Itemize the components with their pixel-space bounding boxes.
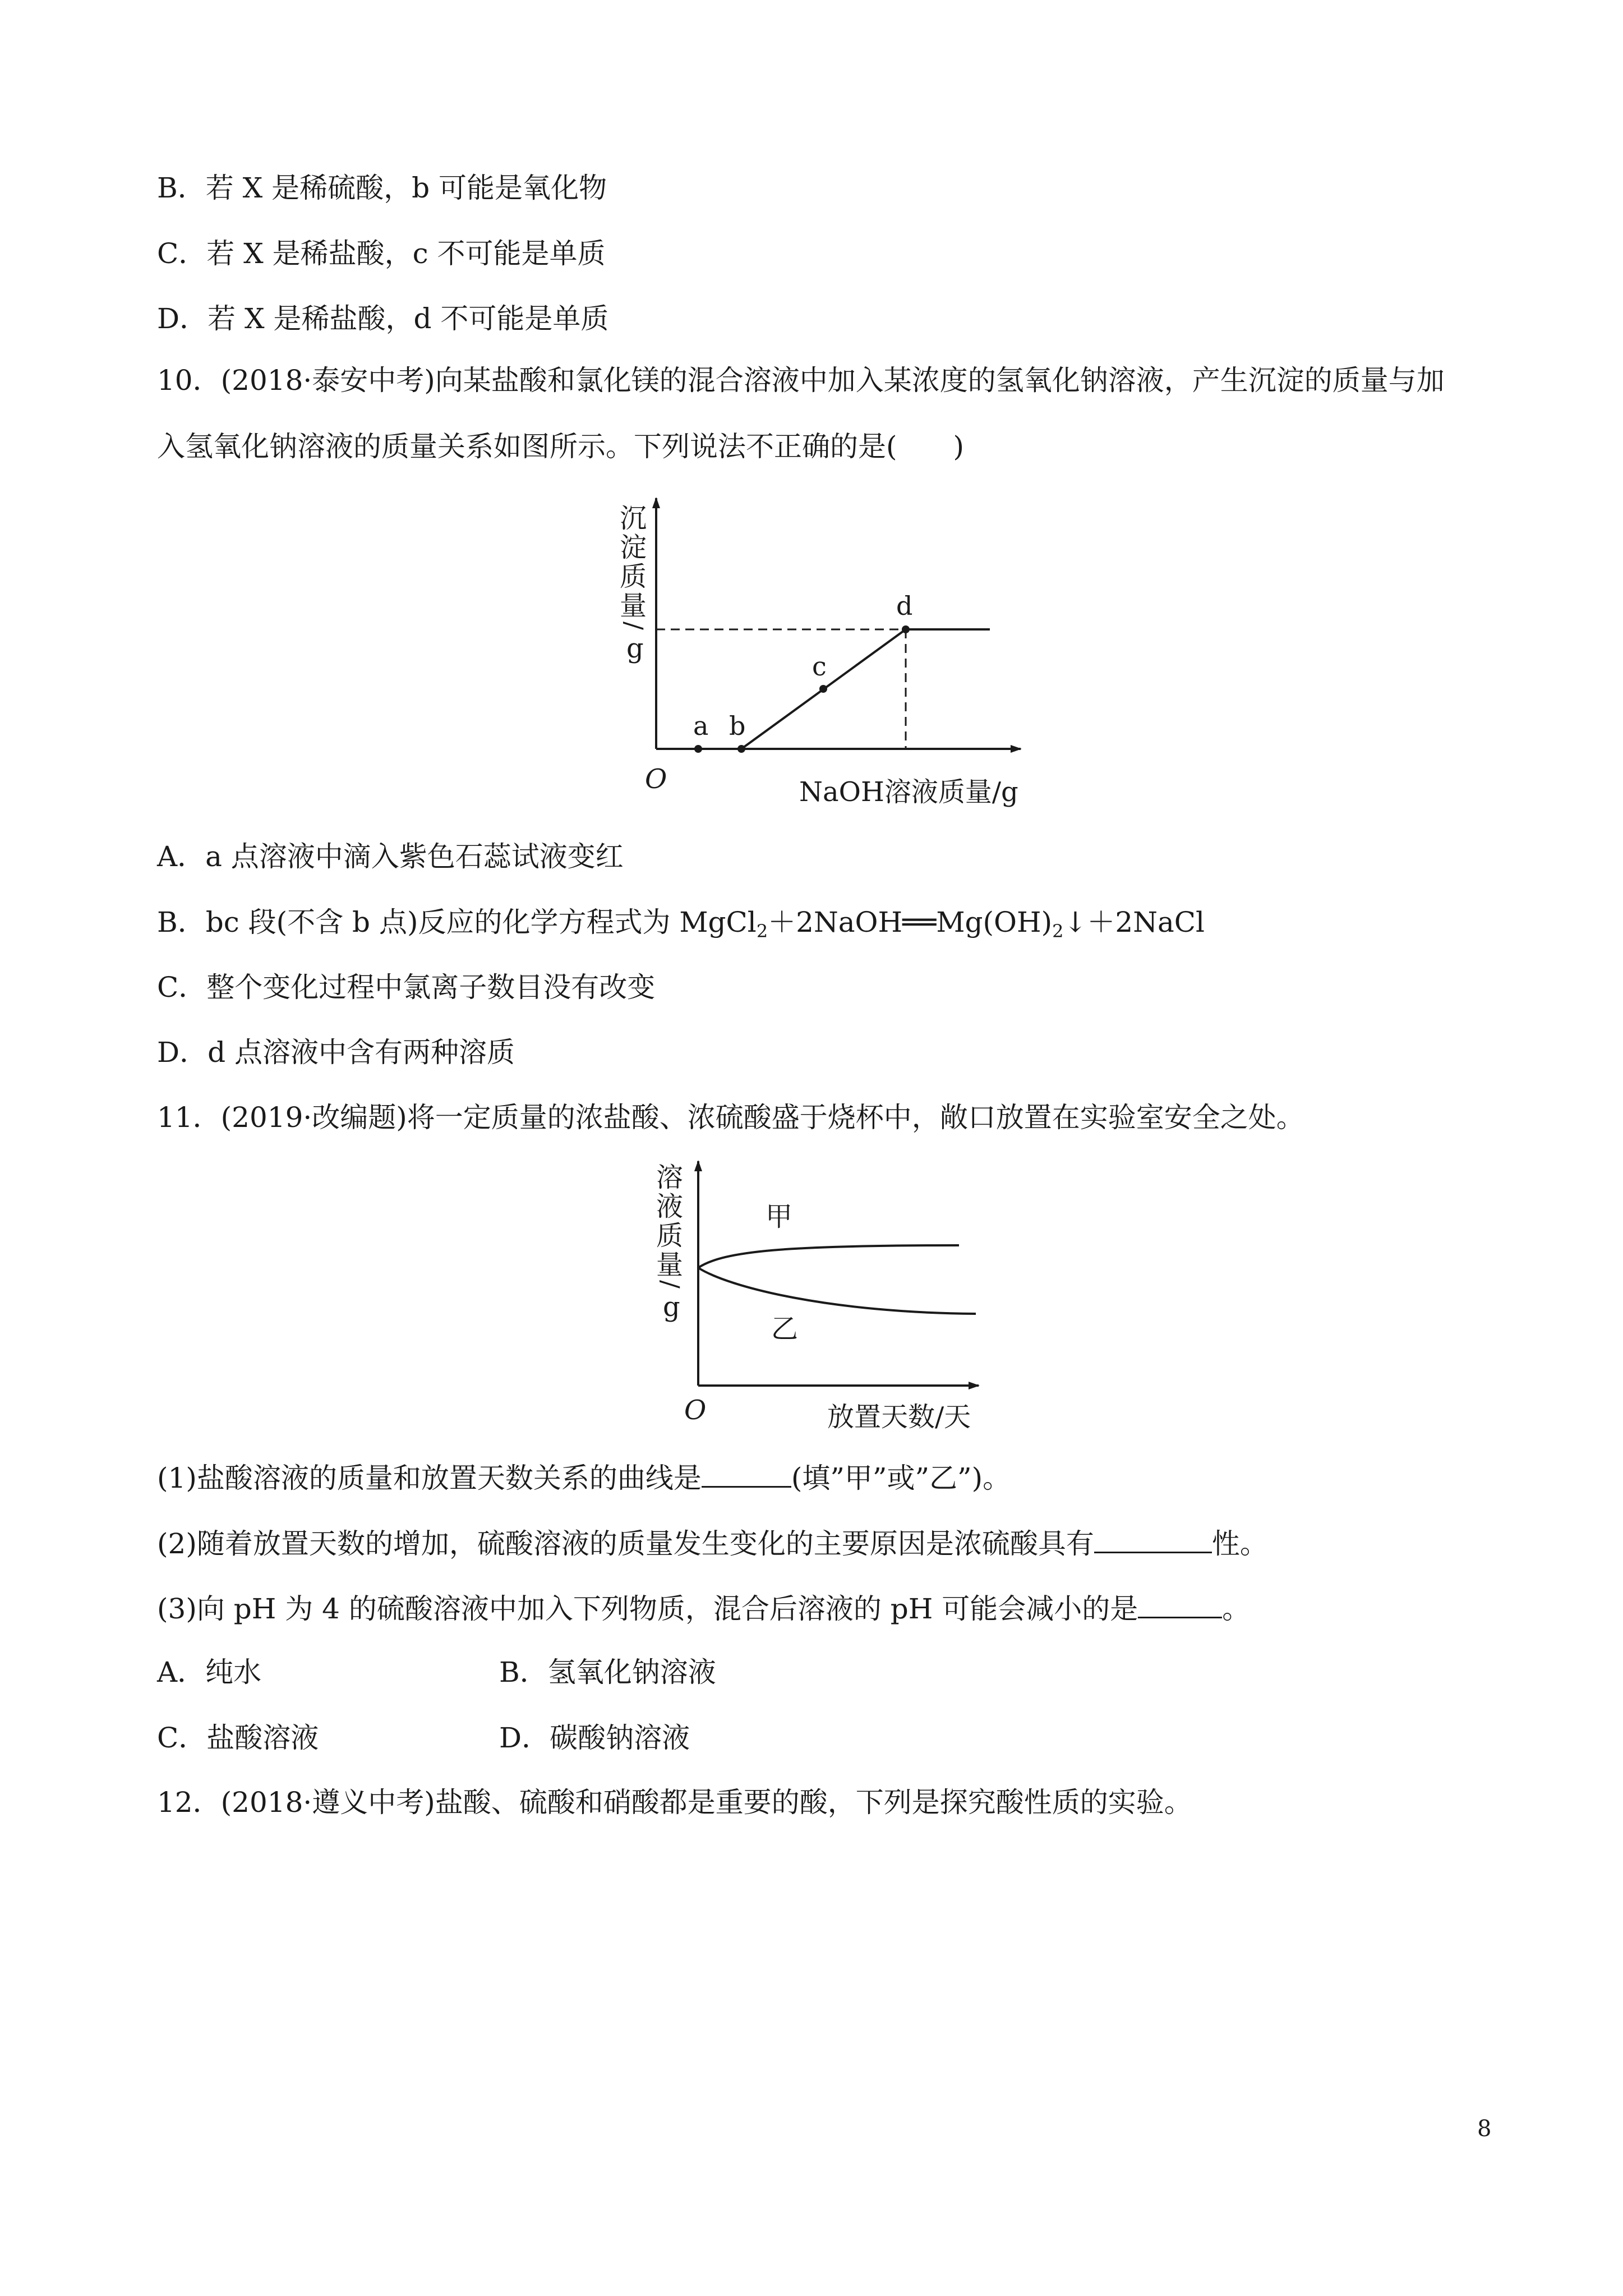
q11-option-d: D．碳酸钠溶液 (499, 1722, 690, 1754)
q11-figure (645, 1156, 1004, 1436)
q10-label-a: a (693, 711, 709, 741)
q10-ylabel-6: g (626, 633, 644, 664)
q9-option-d: D．若 X 是稀盐酸，d 不可能是单质 (157, 302, 609, 335)
q11-sub2 (157, 1526, 1268, 1559)
q10-xlabel: NaOH溶液质量/g (799, 776, 1018, 808)
q10-label-c: c (812, 651, 827, 682)
q10-point-d (902, 625, 910, 633)
q11-curve-lower (698, 1268, 976, 1314)
q11-curve-upper (698, 1245, 959, 1268)
q10-option-b-text1: B．bc 段(不含 b 点)反应的化学方程式为 MgCl (157, 906, 757, 938)
q9-option-b: B．若 X 是稀硫酸，b 可能是氧化物 (157, 172, 607, 204)
q11-ylabel-4: 量 (656, 1249, 684, 1281)
page-number: 8 (1477, 2116, 1492, 2142)
q11-sub1-blank[interactable] (702, 1460, 791, 1488)
q11-label-yi: 乙 (771, 1313, 799, 1345)
q11-ylabel-5: / (656, 1280, 684, 1289)
q12-stem: 12．(2018·遵义中考)盐酸、硫酸和硝酸都是重要的酸，下列是探究酸性质的实验。 (157, 1786, 1192, 1819)
q10-ylabel-1: 沉 (620, 503, 647, 534)
q11-sub1-text: (1)盐酸溶液的质量和放置天数关系的曲线是 (157, 1462, 702, 1494)
q11-sub3 (157, 1591, 1250, 1625)
q10-label-b: b (729, 711, 746, 741)
q11-sub1 (157, 1460, 1011, 1494)
q11-ylabel-3: 质 (656, 1220, 684, 1251)
q11-sub2-blank[interactable] (1094, 1526, 1212, 1553)
q10-label-d: d (896, 591, 913, 621)
q10-figure (594, 488, 1043, 813)
q11-sub3-end: 。 (1222, 1593, 1251, 1625)
q10-ylabel-3: 质 (620, 561, 647, 592)
q10-point-a (694, 745, 702, 753)
q11-option-a: A．纯水 (157, 1656, 262, 1688)
q10-option-b-sub2: 2 (1052, 921, 1064, 942)
q11-stem: 11．(2019·改编题)将一定质量的浓盐酸、浓硫酸盛于烧杯中，敞口放置在实验室安全之处。 (157, 1101, 1304, 1134)
q10-point-b (737, 745, 745, 753)
q11-xlabel: 放置天数/天 (827, 1401, 971, 1433)
q10-ylabel-5: / (619, 622, 648, 630)
q11-sub3-blank[interactable] (1138, 1591, 1222, 1618)
q10-point-c (819, 685, 827, 693)
q11-option-b: B．氢氧化钠溶液 (499, 1656, 716, 1688)
q10-option-b (157, 905, 1205, 942)
q10-option-d: D．d 点溶液中含有两种溶质 (157, 1036, 515, 1069)
q10-origin: O (645, 763, 667, 795)
q11-sub2-end: 性。 (1211, 1527, 1268, 1560)
q10-stem-line2: 入氢氧化钠溶液的质量关系如图所示。下列说法不正确的是( ) (157, 430, 965, 463)
q11-sub1-hint: (填”甲”或”乙”)。 (791, 1462, 1011, 1494)
q10-option-b-sub1: 2 (756, 921, 768, 942)
q10-option-b-text3: ↓＋2NaCl (1063, 906, 1205, 938)
q10-stem-line1: 10．(2018·泰安中考)向某盐酸和氯化镁的混合溶液中加入某浓度的氢氧化钠溶液，产生沉淀的质量与加 (157, 364, 1445, 397)
q10-option-b-text2: ＋2NaOH══Mg(OH) (768, 906, 1053, 938)
q10-option-c: C．整个变化过程中氯离子数目没有改变 (157, 971, 656, 1004)
q10-ylabel-2: 淀 (620, 532, 647, 563)
q11-ylabel-2: 液 (656, 1191, 684, 1222)
q11-sub2-text: (2)随着放置天数的增加，硫酸溶液的质量发生变化的主要原因是浓硫酸具有 (157, 1527, 1094, 1560)
q10-ylabel-4: 量 (620, 590, 647, 622)
q11-ylabel-1: 溶 (656, 1162, 684, 1193)
q11-label-jia: 甲 (766, 1201, 793, 1232)
q9-option-c: C．若 X 是稀盐酸，c 不可能是单质 (157, 237, 606, 270)
q10-option-a: A．a 点溶液中滴入紫色石蕊试液变红 (157, 840, 624, 873)
q11-origin: O (684, 1395, 707, 1426)
q11-ylabel-6: g (663, 1291, 680, 1323)
q11-sub3-text: (3)向 pH 为 4 的硫酸溶液中加入下列物质，混合后溶液的 pH 可能会减小的是 (157, 1593, 1138, 1625)
q11-option-c: C．盐酸溶液 (157, 1722, 319, 1754)
